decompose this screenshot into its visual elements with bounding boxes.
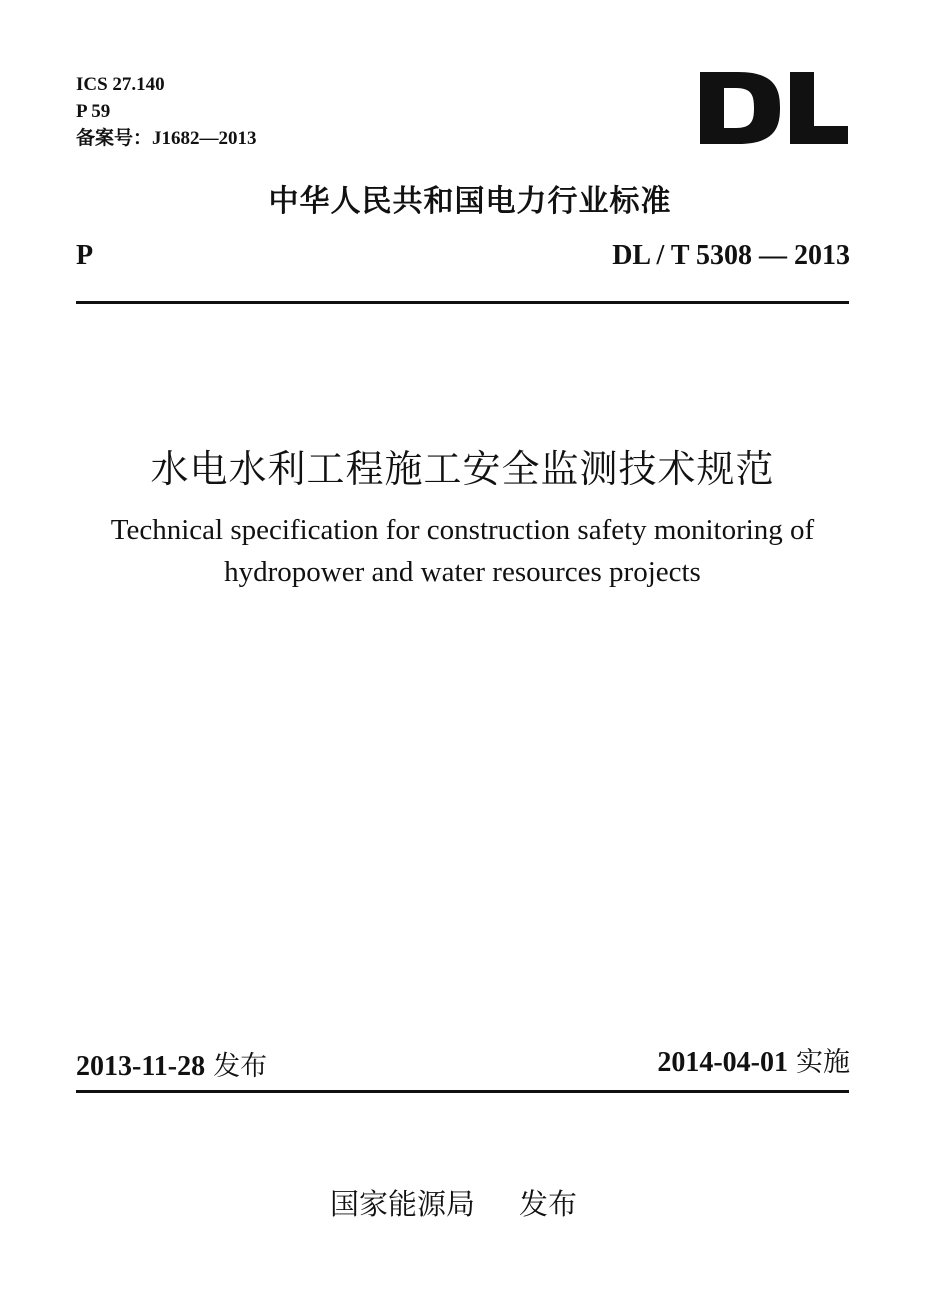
effective-date-block	[657, 1040, 850, 1079]
effective-date: 2014-04-01	[657, 1047, 788, 1078]
category-code: P	[76, 240, 94, 271]
title-english-line-1: Technical specification for construction safety monitoring of	[110, 514, 815, 546]
standard-number: DL / T 5308 — 2013	[612, 240, 850, 271]
dl-logo	[698, 70, 850, 146]
dl-logo-d-shape	[700, 72, 780, 144]
classification-code: P 59	[76, 101, 111, 122]
issuer-name: 国家能源局	[330, 1187, 476, 1221]
bottom-divider	[76, 1090, 849, 1093]
issue-date: 2013-11-28	[76, 1051, 206, 1082]
ics-code: ICS 27.140	[76, 74, 165, 95]
top-divider	[76, 301, 849, 304]
title-chinese: 水电水利工程施工安全监测技术规范	[150, 447, 775, 491]
industry-standard-title: 中华人民共和国电力行业标准	[268, 184, 672, 219]
issue-label: 发布	[213, 1051, 268, 1082]
issuer-action: 发布	[519, 1187, 578, 1221]
issue-date-block	[76, 1044, 267, 1083]
effective-label: 实施	[796, 1047, 850, 1078]
issuer-block	[330, 1182, 577, 1223]
dl-logo-l-shape	[790, 72, 848, 144]
record-number: 备案号：J1682—2013	[76, 128, 257, 149]
title-english-line-2: hydropower and water resources projects	[224, 556, 701, 588]
